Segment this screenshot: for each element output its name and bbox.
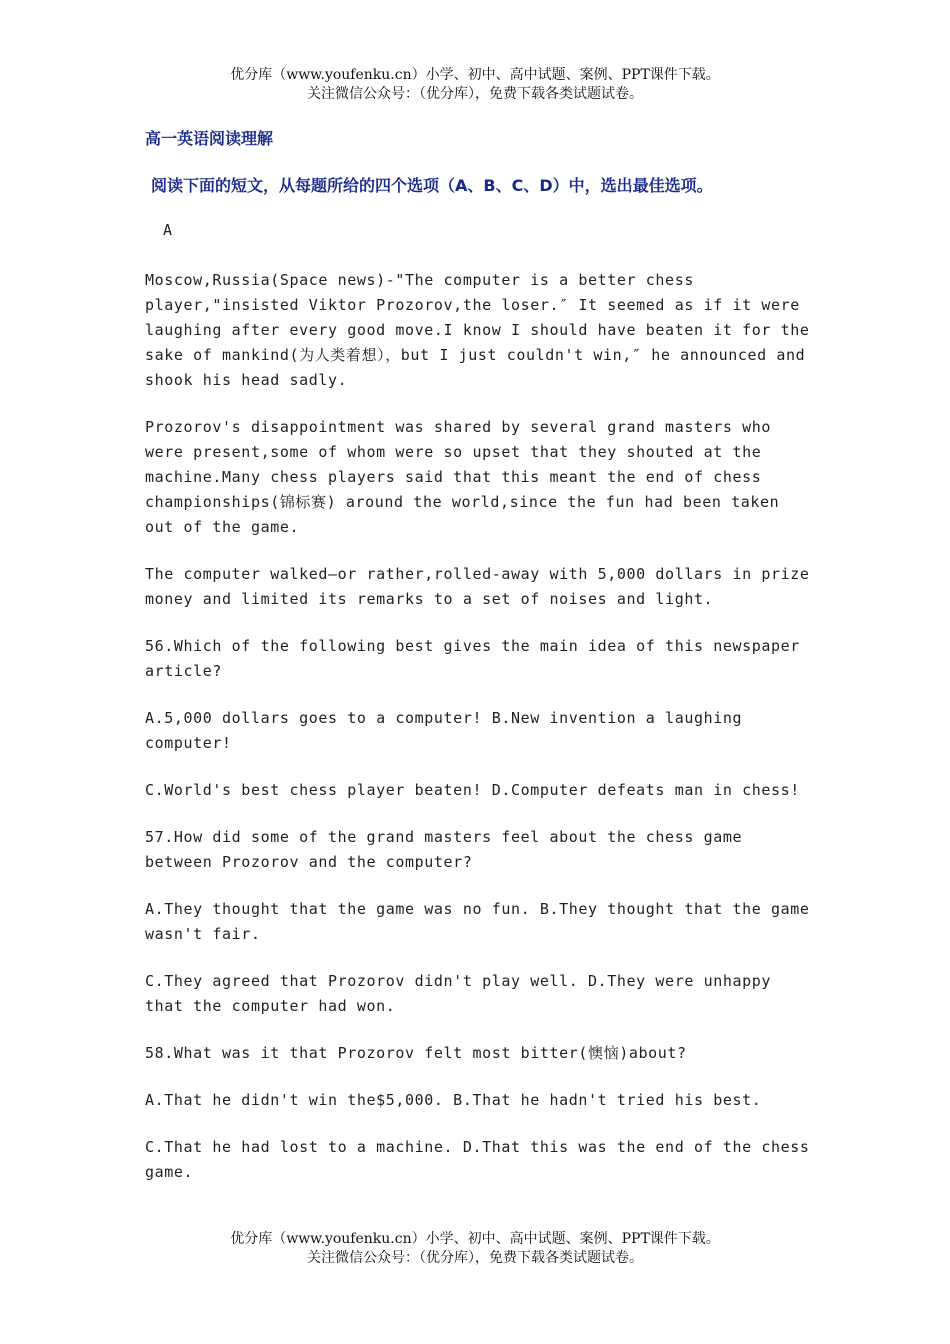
document-body <box>145 268 820 1207</box>
page-header <box>0 66 950 104</box>
question-options: C.That he had lost to a machine. D.That this was the end of the chess game. <box>145 1138 820 1181</box>
question-options: C.World's best chess player beaten! D.Computer defeats man in chess! <box>145 781 800 799</box>
page-footer <box>0 1230 950 1268</box>
document-title: 高一英语阅读理解 <box>145 129 274 148</box>
question-stem: 58.What was it that Prozorov felt most bitter(懊恼)about? <box>145 1044 687 1062</box>
question-options: A.They thought that the game was no fun. B.They thought that the game wasn't fair. <box>145 900 820 943</box>
passage-paragraph: Prozorov's disappointment was shared by several grand masters who were present,some of whom were so upset that they shouted at the machine.Many chess players said that this meant the end of chess championships(锦标赛) around the world,since the fun had been taken out of the game. <box>145 418 789 536</box>
section-label: A <box>163 221 173 239</box>
header-line-2: 关注微信公众号：（优分库），免费下载各类试题试卷。 <box>307 86 643 102</box>
instructions: 阅读下面的短文，从每题所给的四个选项（A、B、C、D）中，选出最佳选项。 <box>151 176 713 195</box>
question-options: A.That he didn't win the$5,000. B.That he hadn't tried his best. <box>145 1091 762 1109</box>
question-options: C.They agreed that Prozorov didn't play well. D.They were unhappy that the computer had won. <box>145 972 781 1015</box>
question-options: A.5,000 dollars goes to a computer! B.New invention a laughing computer! <box>145 709 752 752</box>
footer-line-2: 关注微信公众号：（优分库），免费下载各类试题试卷。 <box>307 1250 643 1266</box>
passage-paragraph: The computer walked—or rather,rolled-away with 5,000 dollars in prize money and limited its remarks to a set of noises and light. <box>145 565 820 608</box>
header-line-1: 优分库（www.youfenku.cn）小学、初中、高中试题、案例、PPT课件下载。 <box>230 67 720 83</box>
question-stem: 57.How did some of the grand masters feel about the chess game between Prozorov and the computer? <box>145 828 752 871</box>
footer-line-1: 优分库（www.youfenku.cn）小学、初中、高中试题、案例、PPT课件下载。 <box>230 1231 720 1247</box>
question-stem: 56.Which of the following best gives the main idea of this newspaper article? <box>145 637 810 680</box>
passage-paragraph: Moscow,Russia(Space news)-"The computer is a better chess player,"insisted Viktor Prozorov,the loser.″ It seemed as if it were laughing after every good move.I know I should have beaten it for the sake of mankind(为人类着想），but I just couldn't win,″ he announced and shook his head sadly. <box>145 271 820 389</box>
